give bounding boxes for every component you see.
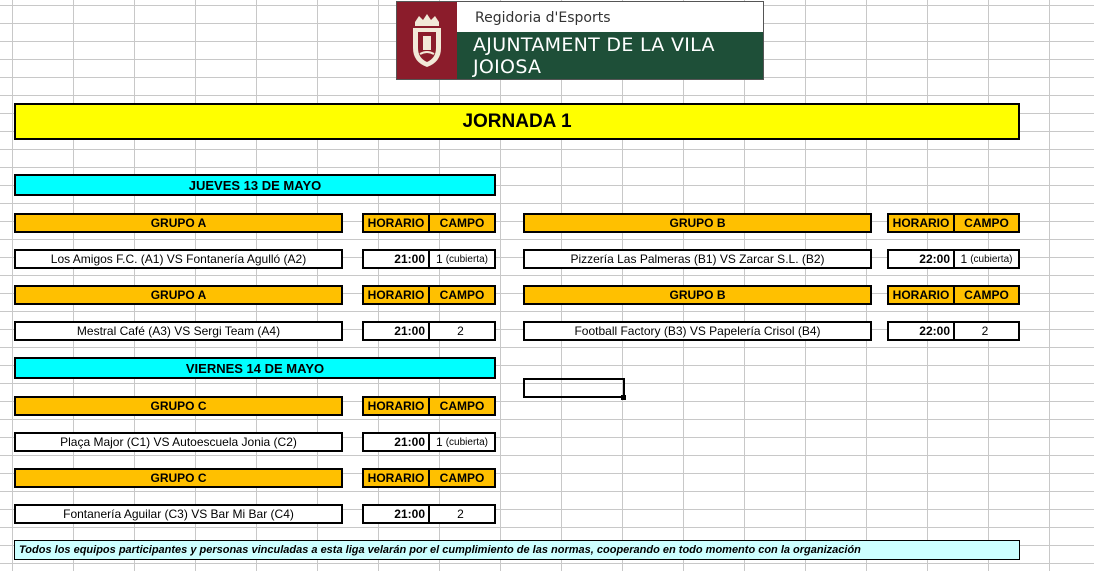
logo-subtitle: Regidoria d'Esports <box>475 10 611 26</box>
group-header: GRUPO C <box>14 396 343 416</box>
horario-header: HORARIO <box>362 396 430 416</box>
group-header: GRUPO C <box>14 468 343 488</box>
campo-header: CAMPO <box>428 285 496 305</box>
field-note: (cubierta) <box>970 253 1013 265</box>
campo-header: CAMPO <box>953 285 1020 305</box>
logo-title: AJUNTAMENT DE LA VILA JOIOSA <box>457 32 763 79</box>
field-number: 2 <box>457 507 464 521</box>
horario-header: HORARIO <box>887 285 955 305</box>
match-cell: Football Factory (B3) VS Papelería Crisol (B4) <box>523 321 872 341</box>
selected-cell[interactable] <box>523 378 625 398</box>
time-cell: 21:00 <box>362 321 430 341</box>
field-note: (cubierta) <box>445 436 488 448</box>
time-cell: 22:00 <box>887 321 955 341</box>
group-header: GRUPO A <box>14 213 343 233</box>
field-number: 1 <box>436 252 443 266</box>
day-header-1: JUEVES 13 DE MAYO <box>14 174 496 196</box>
match-cell: Plaça Major (C1) VS Autoescuela Jonia (C2) <box>14 432 343 452</box>
time-cell: 21:00 <box>362 432 430 452</box>
field-cell <box>428 249 496 269</box>
rules-note: Todos los equipos participantes y personas vinculadas a esta liga velarán por el cumplimiento de las normas, cooperando en todo momento con la organización <box>14 540 1020 560</box>
match-cell: Pizzería Las Palmeras (B1) VS Zarcar S.L. (B2) <box>523 249 872 269</box>
horario-header: HORARIO <box>887 213 955 233</box>
group-header: GRUPO B <box>523 213 872 233</box>
campo-header: CAMPO <box>428 213 496 233</box>
jornada-title: JORNADA 1 <box>14 103 1020 140</box>
match-cell: Mestral Café (A3) VS Sergi Team (A4) <box>14 321 343 341</box>
field-cell <box>953 249 1020 269</box>
time-cell: 22:00 <box>887 249 955 269</box>
fill-handle[interactable] <box>621 395 626 400</box>
field-number: 1 <box>436 435 443 449</box>
crest-icon <box>397 2 457 79</box>
field-number: 2 <box>981 324 989 338</box>
field-cell <box>953 321 1020 341</box>
horario-header: HORARIO <box>362 468 430 488</box>
field-note: (cubierta) <box>445 253 488 265</box>
group-header: GRUPO B <box>523 285 872 305</box>
campo-header: CAMPO <box>953 213 1020 233</box>
field-cell <box>428 321 496 341</box>
match-cell: Los Amigos F.C. (A1) VS Fontanería Agulló (A2) <box>14 249 343 269</box>
group-header: GRUPO A <box>14 285 343 305</box>
horario-header: HORARIO <box>362 213 430 233</box>
field-number: 2 <box>457 324 464 338</box>
field-cell <box>428 432 496 452</box>
time-cell: 21:00 <box>362 504 430 524</box>
campo-header: CAMPO <box>428 396 496 416</box>
match-cell: Fontanería Aguilar (C3) VS Bar Mi Bar (C4) <box>14 504 343 524</box>
field-cell <box>428 504 496 524</box>
field-number: 1 <box>960 252 968 266</box>
time-cell: 21:00 <box>362 249 430 269</box>
horario-header: HORARIO <box>362 285 430 305</box>
campo-header: CAMPO <box>428 468 496 488</box>
day-header-2: VIERNES 14 DE MAYO <box>14 357 496 379</box>
logo <box>396 1 764 80</box>
